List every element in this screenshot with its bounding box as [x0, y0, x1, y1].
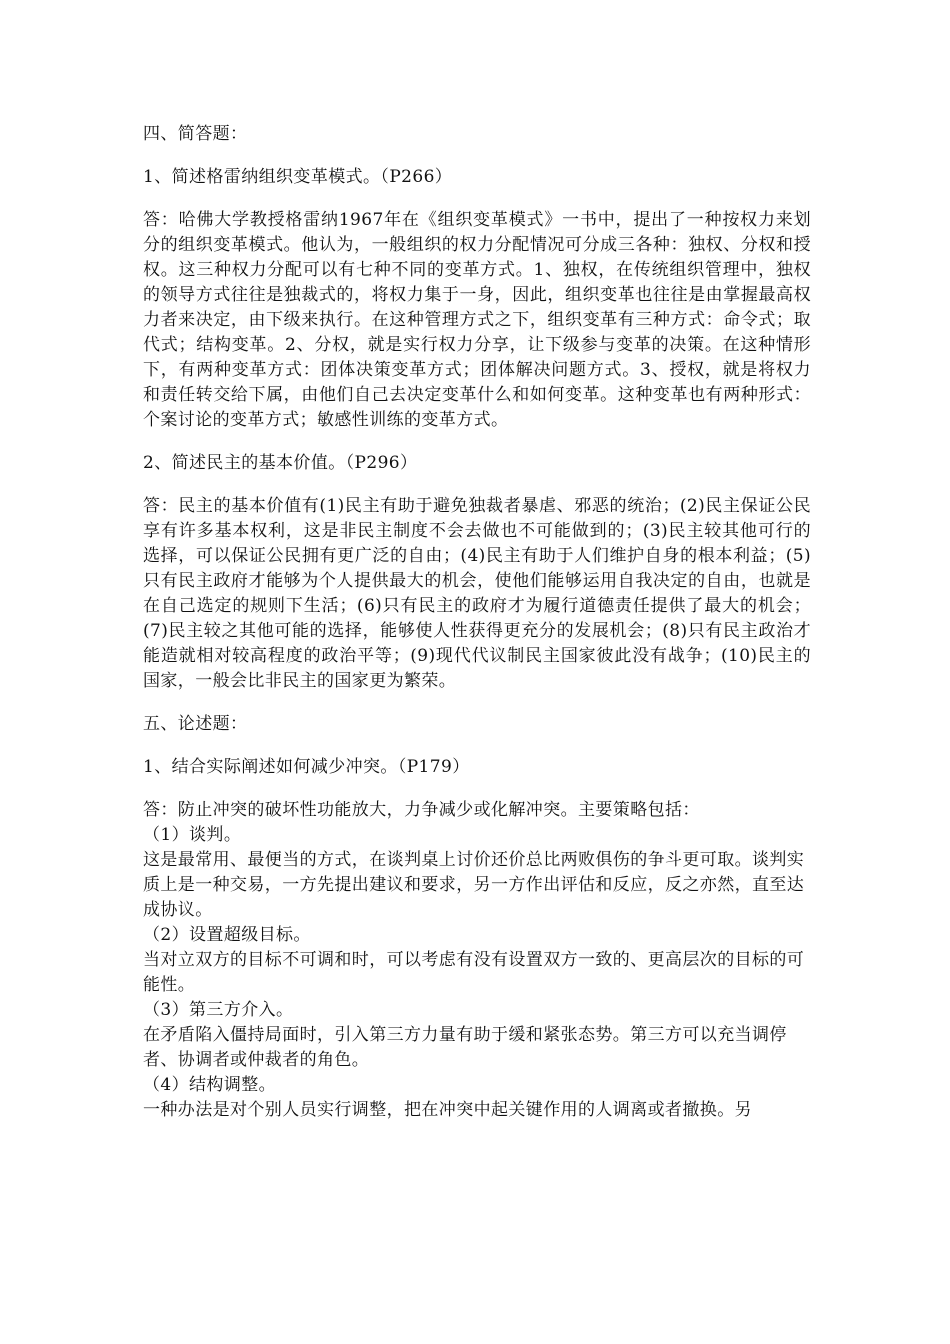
strategy-3-label: （3）第三方介入。 [143, 1000, 294, 1020]
strategy-3-text: 在矛盾陷入僵持局面时，引入第三方力量有助于缓和紧张态势。第三方可以充当调停者、协调者或仲裁者的角色。 [143, 1025, 787, 1070]
section-4-title: 四、简答题： [143, 124, 248, 144]
question-4-2-answer: 答：民主的基本价值有(1)民主有助于避免独裁者暴虐、邪恶的统治；(2)民主保证公民享有许多基本权利，这是非民主制度不会去做也不可能做到的；(3)民主较其他可行的选择，可以保证公民拥有更广泛的自由；(4)民主有助于人们维护自身的根本利益；(5)只有民主政府才能够为个人提供最大的机会，使他们能够运用自我决定的自由，也就是在自己选定的规则下生活；(6)只有民主的政府才为履行道德责任提供了最大的机会；(7)民主较之其他可能的选择，能够使人性获得更充分的发展机会；(8)只有民主政治才能造就相对较高程度的政治平等；(9)现代代议制民主国家彼此没有战争；(10)民主的国家，一般会比非民主的国家更为繁荣。 [143, 496, 811, 691]
question-5-1-intro: 答：防止冲突的破坏性功能放大，力争减少或化解冲突。主要策略包括： [143, 800, 700, 820]
strategy-1-label: （1）谈判。 [143, 825, 242, 845]
strategy-1-text: 这是最常用、最便当的方式，在谈判桌上讨价还价总比两败俱伤的争斗更可取。谈判实质上是一种交易，一方先提出建议和要求，另一方作出评估和反应，反之亦然，直至达成协议。 [143, 850, 805, 920]
question-4-1-title: 1、简述格雷纳组织变革模式。（P266） [143, 167, 453, 187]
strategy-2-text: 当对立双方的目标不可调和时，可以考虑有没有设置双方一致的、更高层次的目标的可能性。 [143, 950, 805, 995]
strategy-4-text: 一种办法是对个别人员实行调整，把在冲突中起关键作用的人调离或者撤换。另 [143, 1100, 752, 1120]
question-5-1-title: 1、结合实际阐述如何减少冲突。（P179） [143, 757, 470, 777]
strategy-4-label: （4）结构调整。 [143, 1075, 277, 1095]
document-page [143, 122, 811, 1123]
question-4-2-title: 2、简述民主的基本价值。（P296） [143, 453, 418, 473]
strategy-2-label: （2）设置超级目标。 [143, 925, 311, 945]
section-5-title: 五、论述题： [143, 714, 248, 734]
question-4-1-answer: 答：哈佛大学教授格雷纳1967年在《组织变革模式》一书中，提出了一种按权力来划分的组织变革模式。他认为，一般组织的权力分配情况可分成三各种：独权、分权和授权。这三种权力分配可以有七种不同的变革方式。1、独权，在传统组织管理中，独权的领导方式往往是独裁式的，将权力集于一身，因此，组织变革也往往是由掌握最高权力者来决定，由下级来执行。在这种管理方式之下，组织变革有三种方式：命令式；取代式；结构变革。2、分权，就是实行权力分享，让下级参与变革的决策。在这种情形下，有两种变革方式：团体决策变革方式；团体解决问题方式。3、授权，就是将权力和责任转交给下属，由他们自己去决定变革什么和如何变革。这种变革也有两种形式：个案讨论的变革方式；敏感性训练的变革方式。 [143, 210, 811, 430]
